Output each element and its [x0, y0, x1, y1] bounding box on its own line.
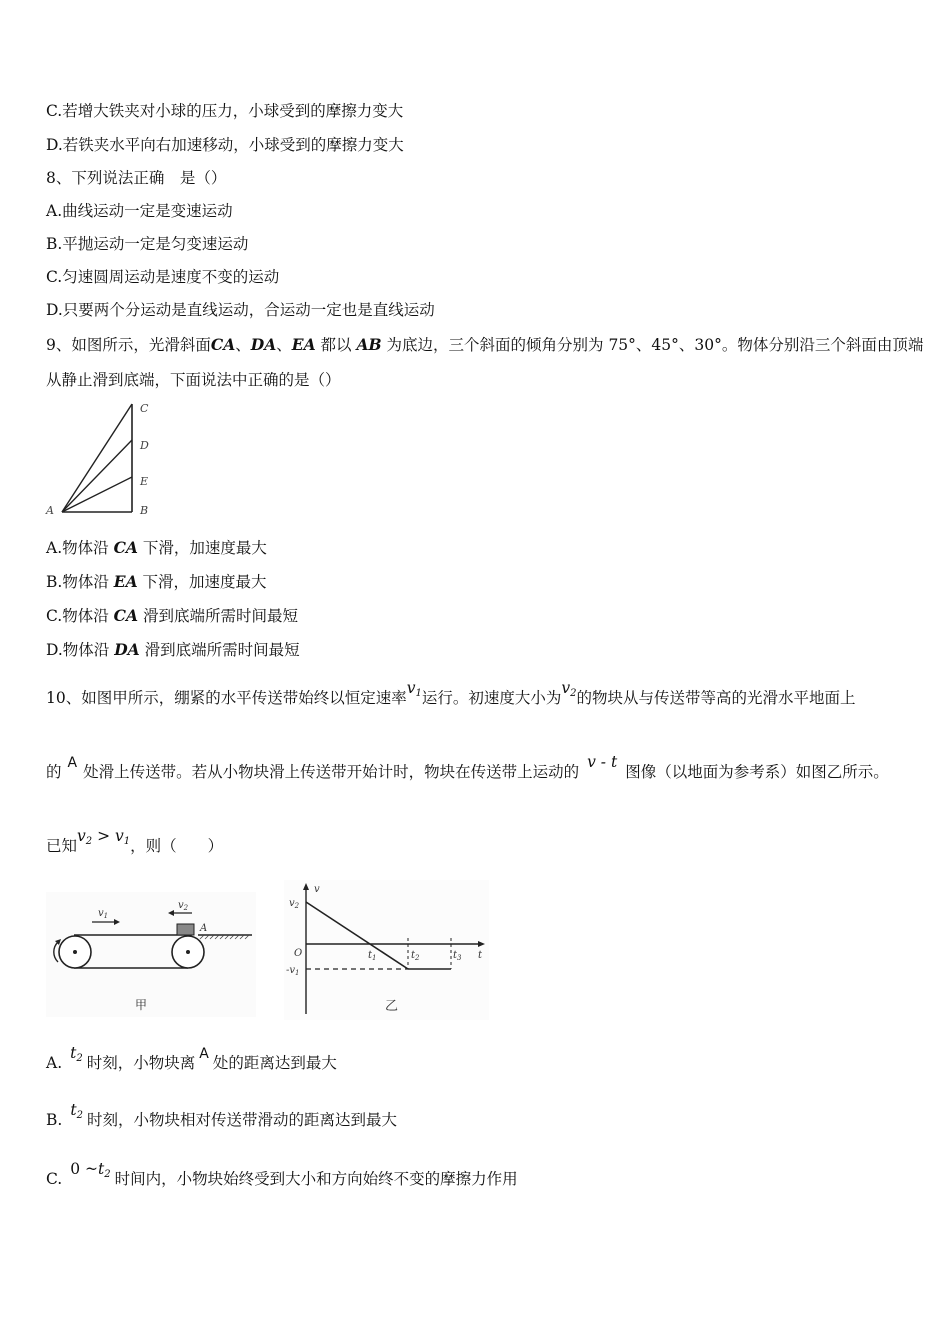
t-symbol: t	[98, 1160, 105, 1178]
origin-label: O	[294, 948, 303, 959]
var-ca: CA	[113, 538, 138, 557]
tick-t2: $t_2$	[411, 950, 420, 962]
q10-text: 运行。初速度大小为	[421, 689, 562, 707]
var-ca: CA	[113, 606, 139, 625]
incline-ea	[62, 477, 132, 512]
axis-label-t: t	[478, 950, 483, 961]
q10-text: 的	[46, 763, 62, 781]
t-symbol: t	[70, 1044, 77, 1062]
var-v2	[561, 679, 576, 697]
q8-option-a: A.曲线运动一定是变速运动	[46, 202, 233, 220]
incline-ca	[62, 404, 132, 512]
v-symbol: v	[77, 827, 86, 845]
q10-text: ，则（ ）	[130, 837, 224, 855]
var-ca: CA	[210, 335, 236, 354]
label-v2: $v_2$	[178, 900, 189, 912]
q10-stem-line3	[46, 827, 224, 862]
var-da: DA	[250, 335, 277, 354]
q9-sep: 、	[276, 336, 292, 354]
q10-text: 处滑上传送带。若从小物块滑上传送带开始计时，物块在传送带上运动的	[83, 763, 580, 781]
opt-text: 滑到底端所需时间最短	[138, 607, 298, 625]
q8-stem: 8、下列说法正确 是（）	[46, 169, 227, 187]
incline-da	[62, 440, 132, 512]
t-symbol: t	[70, 1101, 77, 1119]
q8-option-d: D.只要两个分运动是直线运动，合运动一定也是直线运动	[46, 301, 435, 319]
opt-text: 滑到底端所需时间最短	[139, 641, 300, 659]
tick-t3: $t_3$	[453, 950, 462, 962]
v-symbol: v	[561, 679, 571, 697]
q10-stem-line2	[46, 753, 889, 783]
opt-text: 下滑，加速度最大	[137, 539, 267, 557]
opt-text: C.	[46, 1170, 63, 1188]
opt-text: 下滑，加速度最大	[137, 573, 267, 591]
opt-text: B.	[46, 1111, 63, 1129]
q7-option-d: D.若铁夹水平向右加速移动，小球受到的摩擦力变大	[46, 136, 404, 154]
var-da: DA	[114, 640, 140, 659]
gt-sign: >	[92, 827, 115, 845]
opt-text: B.物体沿	[46, 573, 114, 591]
subscript: 1	[123, 836, 131, 847]
q10-text: 已知	[46, 837, 78, 855]
label-v1: $v_1$	[98, 908, 109, 920]
label-e: E	[140, 475, 149, 488]
opt-text: 处的距离达到最大	[212, 1054, 337, 1072]
var-ab: AB	[356, 335, 382, 354]
opt-text: C.物体沿	[46, 607, 114, 625]
range-0-t2	[70, 1160, 110, 1178]
q9-stem-line1	[46, 335, 923, 355]
q9-option-a	[46, 538, 267, 558]
q10-text: 10、如图甲所示，绷紧的水平传送带始终以恒定速率	[46, 689, 407, 707]
opt-text: A.	[46, 1054, 63, 1072]
q9-incline-figure	[44, 398, 164, 520]
var-t2	[70, 1044, 83, 1062]
label-a: A	[200, 923, 208, 934]
subscript: 1	[415, 688, 422, 699]
q9-stem-text: 9、如图所示，光滑斜面	[46, 336, 211, 354]
opt-text: 时刻，小物块相对传送带滑动的距离达到最大	[86, 1111, 397, 1129]
subscript: 2	[76, 1053, 83, 1064]
caption-jia: 甲	[135, 998, 148, 1012]
v-t-graph-figure	[284, 880, 489, 1020]
subscript: 2	[104, 1169, 111, 1180]
v-symbol: v	[406, 679, 416, 697]
conveyor-belt-figure	[46, 892, 256, 1017]
var-ea: EA	[113, 572, 138, 591]
q9-stem-text: 都以	[315, 336, 357, 354]
subscript: 2	[85, 836, 93, 847]
point-a: A	[199, 1046, 209, 1062]
var-ea: EA	[291, 335, 316, 354]
tick-t1: $t_1$	[368, 950, 377, 962]
label-d: D	[140, 439, 149, 452]
q10-text: 图像（以地面为参考系）如图乙所示。	[625, 763, 889, 781]
q10-text: 的物块从与传送带等高的光滑水平地面上	[576, 689, 856, 707]
q9-stem-line2: 从静止滑到底端，下面说法中正确的是（）	[46, 371, 341, 389]
v-t-symbol: v - t	[587, 753, 618, 771]
block	[177, 924, 194, 935]
opt-text: 时刻，小物块离	[86, 1054, 196, 1072]
q9-option-b	[46, 572, 267, 592]
q10-option-b	[46, 1101, 397, 1136]
opt-text: D.物体沿	[46, 641, 115, 659]
q10-option-c	[46, 1160, 518, 1195]
q9-option-c	[46, 606, 298, 626]
range-symbol: 0 ~	[70, 1160, 99, 1178]
axis-label-v: v	[314, 884, 320, 895]
subscript: 2	[76, 1110, 83, 1121]
tick-v2: $v_2$	[289, 898, 300, 910]
q8-option-b: B.平抛运动一定是匀变速运动	[46, 235, 249, 253]
q9-sep: 、	[235, 336, 251, 354]
subscript: 2	[570, 688, 577, 699]
opt-text: A.物体沿	[46, 539, 114, 557]
q10-option-a	[46, 1044, 337, 1079]
q9-option-d	[46, 640, 300, 660]
inequality	[77, 827, 130, 845]
point-a: A	[67, 755, 78, 771]
q10-stem-line1	[46, 679, 856, 714]
q7-option-c: C.若增大铁夹对小球的压力，小球受到的摩擦力变大	[46, 102, 404, 120]
tick-neg-v1: $-v_1$	[286, 965, 300, 977]
var-t2	[70, 1101, 83, 1119]
q8-option-c: C.匀速圆周运动是速度不变的运动	[46, 268, 280, 286]
caption-yi: 乙	[385, 999, 399, 1014]
var-v1	[407, 679, 422, 697]
label-a: A	[46, 504, 54, 517]
q9-stem-text: 为底边，三个斜面的倾角分别为 75°、45°、30°。物体分别沿三个斜面由顶端	[381, 336, 924, 354]
opt-text: 时间内，小物块始终受到大小和方向始终不变的摩擦力作用	[114, 1170, 518, 1188]
label-c: C	[140, 402, 149, 415]
label-b: B	[140, 504, 149, 517]
v-symbol: v	[115, 827, 124, 845]
